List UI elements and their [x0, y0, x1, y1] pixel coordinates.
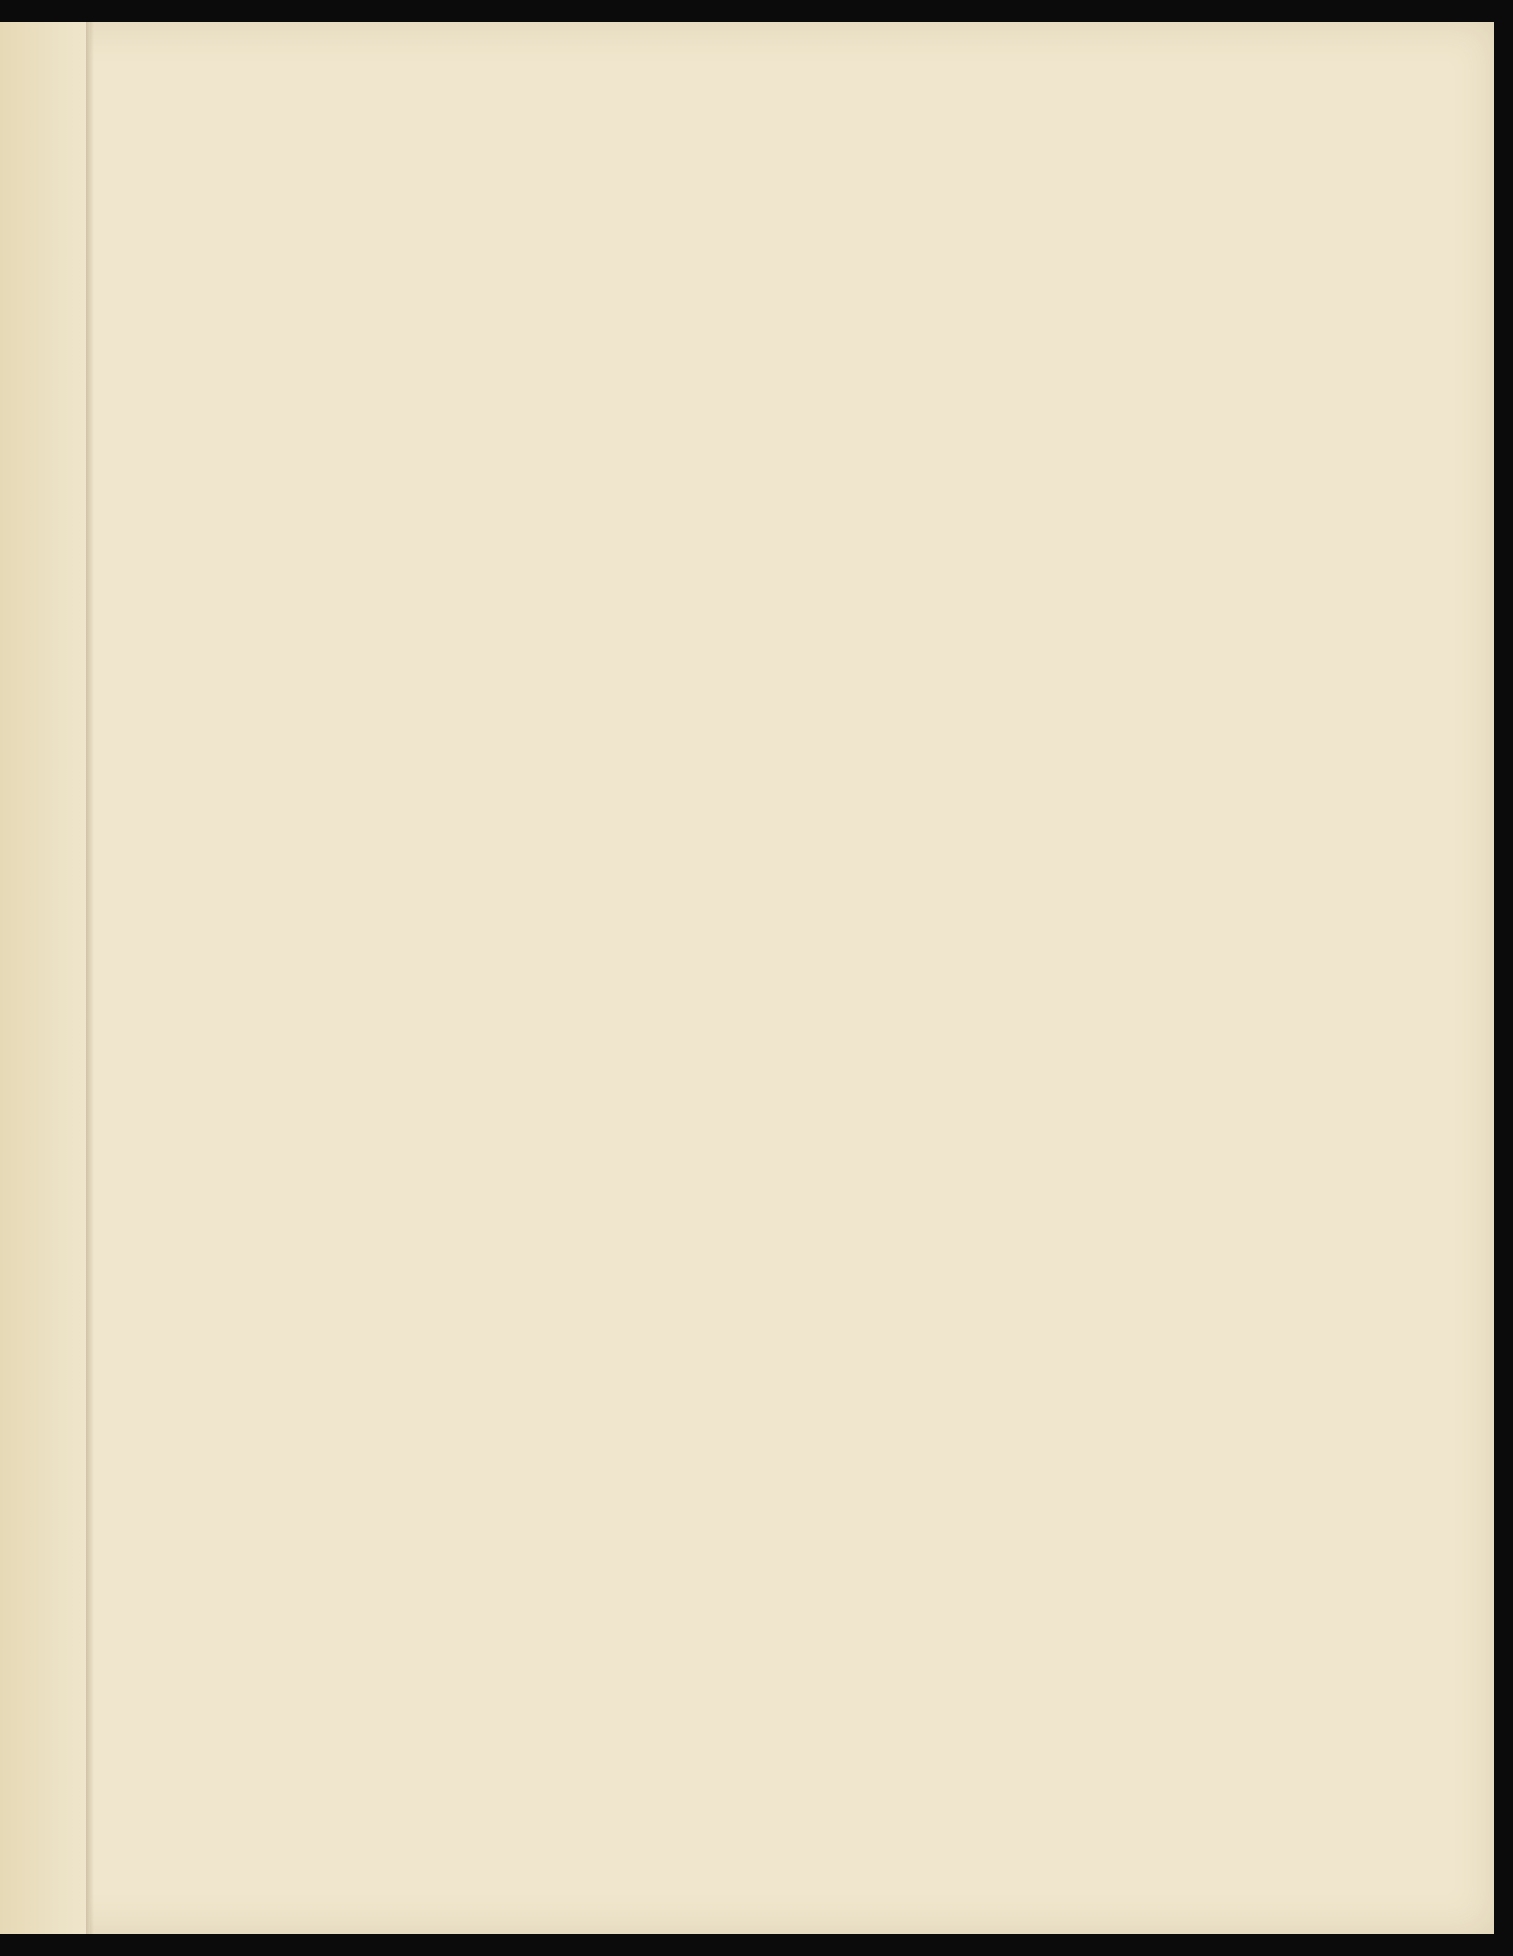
spacer — [234, 282, 1284, 312]
page-content — [234, 218, 1284, 340]
page-left-edge — [0, 22, 90, 1934]
page-fold-shadow — [86, 22, 94, 1934]
book-page — [0, 22, 1494, 1934]
stanza-gap — [234, 248, 1284, 282]
